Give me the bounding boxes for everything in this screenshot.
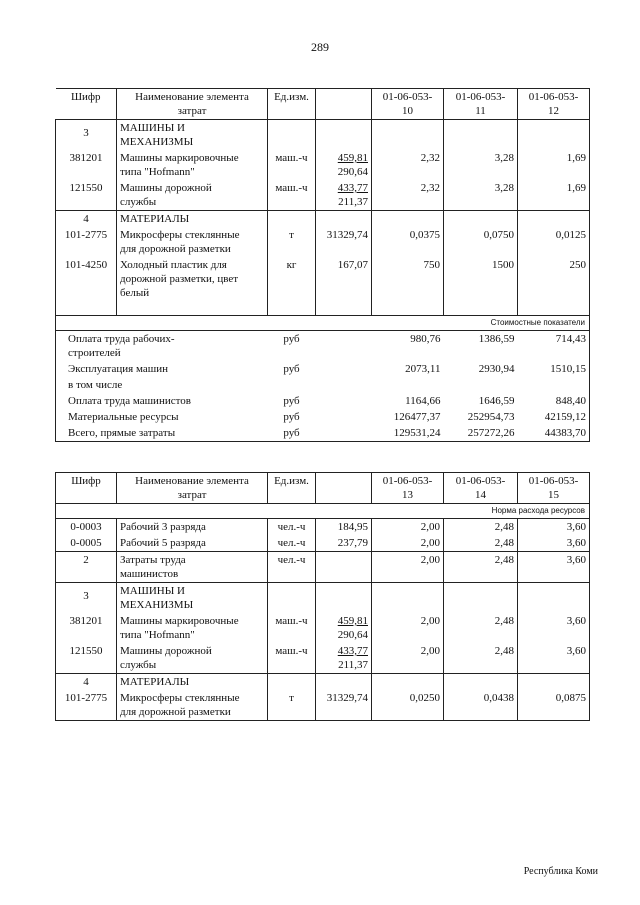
row-value: 3,60 <box>518 643 590 674</box>
row-name: Машины дорожной службы <box>117 180 268 211</box>
row-price: 184,95 <box>316 519 372 536</box>
row-unit: кг <box>268 257 316 301</box>
material-row <box>56 227 590 257</box>
summary-label: Оплата труда машинистов <box>56 393 268 409</box>
header-col-12: 01-06-053- 12 <box>518 89 590 120</box>
row-value: 0,0375 <box>372 227 444 257</box>
section-materials-row <box>56 211 590 228</box>
row-name: Машины маркировочные типа "Hofmann" <box>117 613 268 643</box>
row-unit: маш.-ч <box>268 180 316 211</box>
summary-value: 1164,66 <box>405 395 441 407</box>
header-unit: Ед.изм. <box>268 89 316 120</box>
row-value: 3,60 <box>518 552 590 583</box>
row-unit: т <box>268 690 316 721</box>
row-value: 3,28 <box>444 150 518 180</box>
row-code: 101-2775 <box>56 227 117 257</box>
row-unit: маш.-ч <box>268 613 316 643</box>
row-code: 0-0005 <box>56 535 117 552</box>
summary-value: 2930,94 <box>478 363 515 375</box>
section-title: МАТЕРИАЛЫ <box>117 211 268 228</box>
summary-unit: руб <box>283 395 300 407</box>
section-machines-row <box>56 583 590 614</box>
row-unit: маш.-ч <box>268 643 316 674</box>
header-col-10: 01-06-053- 10 <box>372 89 444 120</box>
summary-label: Всего, прямые затраты <box>56 425 268 442</box>
section-number: 3 <box>56 583 117 614</box>
worker-row <box>56 519 590 536</box>
header-price <box>316 89 372 120</box>
row-value: 2,48 <box>444 613 518 643</box>
row-price: 459,81 290,64 <box>316 613 372 643</box>
row-value: 3,28 <box>444 180 518 211</box>
summary-row <box>56 361 590 377</box>
row-price: 459,81 290,64 <box>316 150 372 180</box>
resource-table-2 <box>55 472 590 721</box>
row-value: 750 <box>372 257 444 301</box>
summary-label: Эксплуатация машин <box>56 361 268 377</box>
row-value: 0,0875 <box>518 690 590 721</box>
header-code: Шифр <box>56 89 117 120</box>
row-price: 433,77 211,37 <box>316 643 372 674</box>
row-price: 433,77 211,37 <box>316 180 372 211</box>
resource-table-1 <box>55 88 590 442</box>
cost-indicators-caption: Стоимостные показатели <box>56 316 590 331</box>
row-code: 381201 <box>56 150 117 180</box>
summary-value: 1646,59 <box>478 395 515 407</box>
material-row <box>56 690 590 721</box>
header-col-14: 01-06-053- 14 <box>444 473 518 504</box>
caption-row <box>56 504 590 519</box>
machine-row <box>56 150 590 180</box>
machine-row <box>56 643 590 674</box>
row-code: 101-4250 <box>56 257 117 301</box>
summary-unit: руб <box>268 425 316 442</box>
row-code: 101-2775 <box>56 690 117 721</box>
summary-value: 980,76 <box>410 333 441 345</box>
row-name: Холодный пластик для дорожной разметки, цвет белый <box>117 257 268 301</box>
row-value: 2,32 <box>372 180 444 211</box>
row-value: 2,48 <box>444 519 518 536</box>
summary-label: Оплата труда рабочих- строителей <box>56 331 268 362</box>
row-value: 250 <box>518 257 590 301</box>
machine-row <box>56 613 590 643</box>
summary-value: 1510,15 <box>518 361 590 377</box>
row-price: 167,07 <box>316 257 372 301</box>
section-title: МАТЕРИАЛЫ <box>117 674 268 691</box>
header-col-11: 01-06-053- 11 <box>444 89 518 120</box>
row-value: 0,0438 <box>444 690 518 721</box>
row-value: 0,0125 <box>518 227 590 257</box>
row-name: Машины маркировочные типа "Hofmann" <box>117 150 268 180</box>
row-unit: т <box>268 227 316 257</box>
summary-label: в том числе <box>56 377 268 393</box>
summary-unit: руб <box>283 411 300 423</box>
summary-value: 714,43 <box>518 331 590 362</box>
spacer-row <box>56 301 590 316</box>
caption-row <box>56 316 590 331</box>
row-price: 31329,74 <box>316 227 372 257</box>
summary-value: 42159,12 <box>518 409 590 425</box>
row-name: Машины дорожной службы <box>117 643 268 674</box>
header-name: Наименование элемента затрат <box>117 473 268 504</box>
machine-row <box>56 180 590 211</box>
header-row <box>56 89 590 120</box>
header-price <box>316 473 372 504</box>
row-name: Рабочий 3 разряда <box>117 519 268 536</box>
section-number: 4 <box>56 211 117 228</box>
page-number: 289 <box>311 40 329 54</box>
footer-region: Республика Коми <box>523 866 598 877</box>
worker-row <box>56 535 590 552</box>
summary-row <box>56 393 590 409</box>
row-code: 121550 <box>56 643 117 674</box>
summary-unit: руб <box>283 363 300 375</box>
row-value: 2,00 <box>372 613 444 643</box>
row-price: 237,79 <box>316 535 372 552</box>
row-value: 2,48 <box>444 643 518 674</box>
row-unit: маш.-ч <box>268 150 316 180</box>
row-name: Затраты труда машинистов <box>117 552 268 583</box>
row-value: 0,0750 <box>444 227 518 257</box>
row-unit: чел.-ч <box>268 535 316 552</box>
header-col-13: 01-06-053- 13 <box>372 473 444 504</box>
header-col-15: 01-06-053- 15 <box>518 473 590 504</box>
summary-label: Материальные ресурсы <box>56 409 268 425</box>
row-value: 3,60 <box>518 535 590 552</box>
summary-unit: руб <box>283 333 300 345</box>
summary-value: 44383,70 <box>518 425 590 442</box>
row-name: Микросферы стеклянные для дорожной разметки <box>117 690 268 721</box>
row-unit: чел.-ч <box>268 552 316 583</box>
row-value: 3,60 <box>518 519 590 536</box>
section-number: 4 <box>56 674 117 691</box>
section-number: 3 <box>56 120 117 151</box>
row-price: 31329,74 <box>316 690 372 721</box>
section-machines-row <box>56 120 590 151</box>
row-name: Рабочий 5 разряда <box>117 535 268 552</box>
row-value: 1,69 <box>518 150 590 180</box>
section-number: 2 <box>56 552 117 583</box>
summary-value: 129531,24 <box>372 425 444 442</box>
section-title: МАШИНЫ И МЕХАНИЗМЫ <box>117 583 268 614</box>
row-value: 2,48 <box>444 535 518 552</box>
row-value: 1500 <box>444 257 518 301</box>
row-value: 2,48 <box>444 552 518 583</box>
summary-row <box>56 425 590 442</box>
row-value: 2,32 <box>372 150 444 180</box>
summary-value: 252954,73 <box>467 411 515 423</box>
material-row <box>56 257 590 301</box>
header-unit: Ед.изм. <box>268 473 316 504</box>
row-code: 0-0003 <box>56 519 117 536</box>
summary-value: 2073,11 <box>405 363 441 375</box>
row-value: 3,60 <box>518 613 590 643</box>
summary-row <box>56 409 590 425</box>
row-value: 2,00 <box>372 519 444 536</box>
row-value: 2,00 <box>372 535 444 552</box>
summary-value: 126477,37 <box>393 411 441 423</box>
row-code: 381201 <box>56 613 117 643</box>
row-value: 2,00 <box>372 552 444 583</box>
summary-row <box>56 377 590 393</box>
row-unit: чел.-ч <box>268 519 316 536</box>
row-name: Микросферы стеклянные для дорожной разметки <box>117 227 268 257</box>
row-value: 1,69 <box>518 180 590 211</box>
summary-row <box>56 331 590 362</box>
summary-value: 257272,26 <box>444 425 518 442</box>
row-value: 2,00 <box>372 643 444 674</box>
header-row <box>56 473 590 504</box>
summary-value: 1386,59 <box>478 333 515 345</box>
resource-norm-caption: Норма расхода ресурсов <box>56 504 590 519</box>
summary-value: 848,40 <box>518 393 590 409</box>
header-code: Шифр <box>56 473 117 504</box>
row-value: 0,0250 <box>372 690 444 721</box>
row-code: 121550 <box>56 180 117 211</box>
section-materials-row <box>56 674 590 691</box>
header-name: Наименование элемента затрат <box>117 89 268 120</box>
section-operators-row <box>56 552 590 583</box>
section-title: МАШИНЫ И МЕХАНИЗМЫ <box>117 120 268 151</box>
